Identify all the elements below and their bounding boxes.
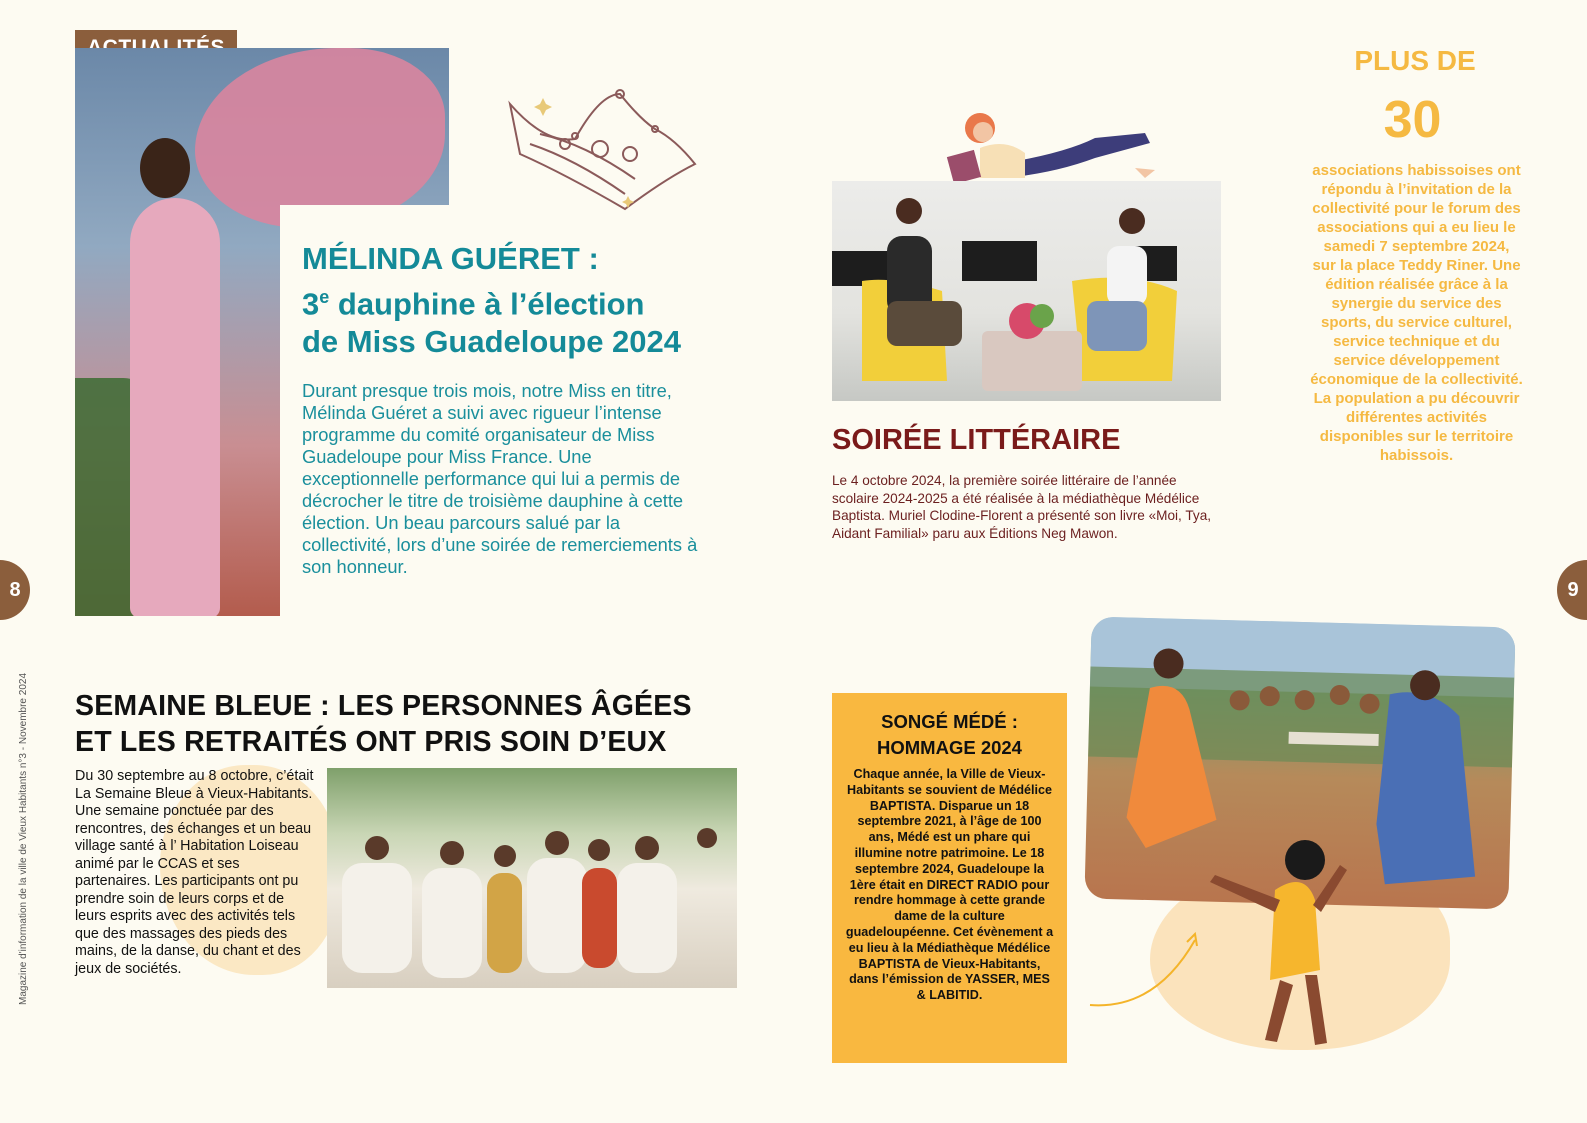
semaine-title-line2: ET LES RETRAITÉS ONT PRIS SOIN D’EUX [75, 726, 667, 758]
magazine-credit: Magazine d'information de la ville de Vieux Habitants n°3 - Novembre 2024 [18, 672, 29, 1005]
miss-title-line2: 3e dauphine à l’élection [302, 286, 645, 322]
soiree-title: SOIRÉE LITTÉRAIRE [832, 424, 1121, 456]
semaine-photo [327, 768, 737, 988]
songe-body: Chaque année, la Ville de Vieux-Habitants se souvient de Médélice BAPTISTA. Disparue un 18 septembre 2021, à l’âge de 100 ans, Médé est un phare qui illumine notre patrimoine. Le 18 septembre 2024, Guadeloupe la 1ère était en DIRECT RADIO pour rendre hommage à cette grande dame de la culture guadeloupéenne. Cet évènement a eu lieu à la Médiathèque Médélice BAPTISTA de Vieux-Habitants, dans l’émission de YASSER, MES & LABITID. [845, 767, 1054, 1003]
miss-title-line3: de Miss Guadeloupe 2024 [302, 324, 682, 360]
miss-title [302, 240, 742, 361]
semaine-title-line1: SEMAINE BLEUE : LES PERSONNES ÂGÉES [75, 690, 692, 722]
soiree-article-body: Le 4 octobre 2024, la première soirée littéraire de l’année scolaire 2024-2025 a été réalisée à la médiathèque Médélice Baptista. Muriel Clodine-Florent a présenté son livre «Moi, Tya, Aidant Familial» paru aux Éditions Neg Mawon. [832, 473, 1212, 541]
page-number-right: 9 [1557, 560, 1587, 620]
semaine-title [75, 688, 695, 760]
stat-number: 30 [1383, 91, 1442, 149]
miss-article-body: Durant presque trois mois, notre Miss en titre, Mélinda Guéret a suivi avec rigueur l’intense programme du comité organisateur de Miss Guadeloupe pour Miss France. Une exceptionnelle performance qui lui a permis de décrocher le titre de troisième dauphine à cette élection. Un beau parcours salué par la collectivité, lors d’une soirée de remerciements à son honneur. [302, 380, 698, 577]
miss-title-line1: MÉLINDA GUÉRET : [302, 241, 599, 276]
songe-title: SONGÉ MÉDÉ : HOMMAGE 2024 [877, 711, 1022, 758]
semaine-article-body: Du 30 septembre au 8 octobre, c’était La Semaine Bleue à Vieux-Habitants. Une semaine ponctuée par des rencontres, des échanges et un beau village santé à l’ Habitation Loiseau animé par le CCAS et ses partenaires. Les participants ont pu prendre soin de leurs corps et de leurs esprits avec des activités tels que des massages des pieds des mains, de la danse, du chant et des jeux de sociétés. [75, 768, 314, 977]
page-number-left: 8 [0, 560, 30, 620]
stat-lead: PLUS DE [1354, 45, 1476, 76]
arrow-icon [1085, 930, 1205, 1015]
dancer-illustration [1195, 830, 1355, 1060]
songe-box [832, 693, 1067, 1063]
stat-body: associations habissoises ont répondu à l’invitation de la collectivité pour le forum des associations qui a eu lieu le samedi 7 septembre 2024, sur la place Teddy Riner. Une édition réalisée grâce à la synergie du service des sports, du service culturel, service technique et du service développement économique de la collectivité. La population a pu découvrir différentes activités disponibles sur le territoire habissois. [1310, 162, 1523, 464]
reading-woman-illustration [945, 108, 1160, 188]
crown-icon [505, 84, 700, 214]
soiree-photo [832, 181, 1221, 401]
